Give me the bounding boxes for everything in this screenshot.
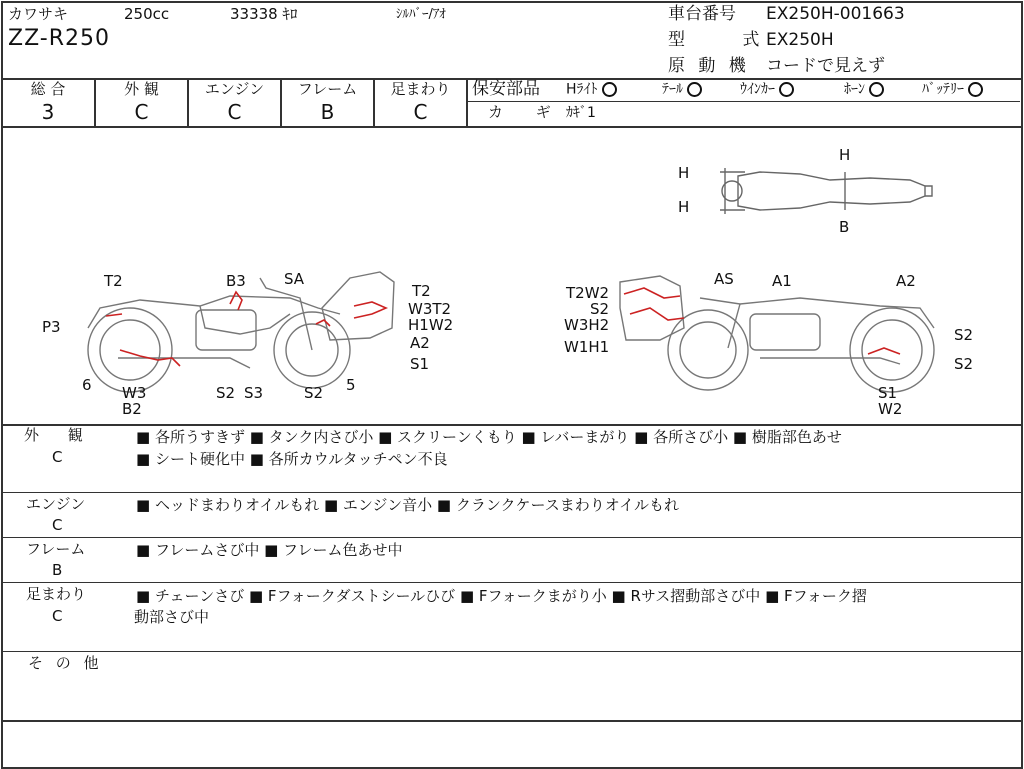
color: ｼﾙﾊﾞｰ/ｱｵ	[396, 7, 446, 22]
rating-suspension: C	[413, 100, 428, 124]
model-code: EX250H	[766, 30, 834, 50]
safety-battery: ﾊﾞｯﾃﾘｰ	[922, 82, 983, 97]
engine-label: 原 動 機	[668, 56, 750, 76]
rule	[468, 101, 1020, 102]
diagram-label: B3	[226, 272, 246, 290]
model-name: ZZ-R250	[8, 26, 110, 51]
rating-header-frame: フレーム	[297, 80, 358, 98]
note-line: ■ シート硬化中 ■ 各所カウルタッチペン不良	[136, 450, 448, 468]
diagram-label: 5	[346, 376, 356, 394]
rating-exterior: C	[134, 100, 149, 124]
diagram-label: B2	[122, 400, 142, 418]
diagram-label: W2	[878, 400, 903, 418]
note-grade-frame: B	[52, 561, 63, 579]
safety-tail: ﾃｰﾙ	[662, 82, 702, 97]
diagram-label: T2	[412, 282, 431, 300]
ok-mark-icon	[968, 82, 983, 97]
diagram-label: T2	[104, 272, 123, 290]
ok-mark-icon	[687, 82, 702, 97]
bike-top-view	[720, 168, 932, 214]
diagram-label: S1	[878, 384, 898, 402]
diagram-label: S2	[954, 326, 974, 344]
note-grade-suspension: C	[52, 607, 63, 625]
diagram-label: W3H2	[564, 316, 610, 334]
note-line: 動部さび中	[134, 608, 210, 626]
diagram-label: W1H1	[564, 338, 610, 356]
frame-no: EX250H-001663	[766, 4, 905, 24]
note-line: ■ フレームさび中 ■ フレーム色あせ中	[136, 541, 403, 559]
diagram-label: AS	[714, 270, 734, 288]
diagram-label: SA	[284, 270, 305, 288]
diagram-label: T2W2	[566, 284, 610, 302]
rule	[1, 537, 1021, 538]
safety-horn: ﾎｰﾝ	[844, 82, 884, 97]
rating-total: 3	[41, 100, 55, 124]
note-label-exterior: 外 観	[24, 426, 95, 444]
bike-left-view	[88, 272, 394, 392]
diagram-label: A2	[896, 272, 916, 290]
diagram-label: S2	[216, 384, 236, 402]
key-value: ｶｷﾞ1	[566, 105, 596, 121]
ok-mark-icon	[869, 82, 884, 97]
diagram-label: H1W2	[408, 316, 454, 334]
diagram-label: P3	[42, 318, 61, 336]
safety-winker: ｳｲﾝｶｰ	[740, 82, 794, 97]
key-label: カ ギ	[488, 103, 565, 121]
diagram-label: B	[839, 218, 850, 236]
note-line: ■ チェーンさび ■ Fフォークダストシールひび ■ Fフォークまがり小 ■ Rサス摺動部さび中 ■ Fフォーク摺	[136, 587, 867, 605]
diagram-label: S2	[954, 355, 974, 373]
frame-no-label: 車台番号	[668, 4, 736, 24]
rating-header-engine: エンジン	[204, 80, 265, 98]
diagram-label: A1	[772, 272, 792, 290]
rating-header-total: 総 合	[30, 80, 66, 98]
rule	[1, 720, 1021, 722]
diagram-label: W3	[122, 384, 147, 402]
bike-right-view	[620, 272, 934, 392]
displacement: 250cc	[124, 5, 170, 23]
engine-value: コードで見えず	[766, 56, 885, 76]
note-line: ■ 各所うすきず ■ タンク内さび小 ■ スクリーンくもり ■ レバーまがり ■ 各所さび小 ■ 樹脂部色あせ	[136, 428, 842, 446]
diagram-label: 6	[82, 376, 92, 394]
rating-frame: B	[320, 100, 335, 124]
diagram-label: H	[839, 146, 851, 164]
note-grade-engine: C	[52, 516, 63, 534]
diagram-label: S2	[590, 300, 610, 318]
damage-marks-right	[624, 288, 900, 354]
safety-headlight: Hﾗｲﾄ	[566, 82, 617, 97]
note-label-suspension: 足まわり	[26, 585, 87, 603]
note-grade-exterior: C	[52, 448, 63, 466]
rating-header-suspension: 足まわり	[390, 80, 451, 98]
diagram-label: A2	[410, 334, 430, 352]
ok-mark-icon	[779, 82, 794, 97]
diagram-label: S1	[410, 355, 430, 373]
ok-mark-icon	[602, 82, 617, 97]
diagram-label: S2	[304, 384, 324, 402]
diagram-label: W3T2	[408, 300, 452, 318]
diagram-label: H	[678, 164, 690, 182]
rating-engine: C	[227, 100, 242, 124]
rule	[1, 492, 1021, 493]
damage-diagram	[0, 128, 1020, 424]
rule	[1, 651, 1021, 652]
mileage: 33338 ｷﾛ	[230, 5, 298, 23]
note-label-frame: フレーム	[26, 540, 86, 558]
note-label-other: そ の 他	[28, 654, 103, 672]
rule	[466, 78, 468, 126]
safety-label: 保安部品	[472, 79, 540, 99]
maker: カワサキ	[8, 5, 69, 23]
note-line: ■ ヘッドまわりオイルもれ ■ エンジン音小 ■ クランクケースまわりオイルもれ	[136, 496, 680, 514]
model-code-label: 型 式	[668, 30, 786, 50]
note-label-engine: エンジン	[26, 495, 86, 513]
rating-header-exterior: 外 観	[124, 80, 159, 98]
diagram-label: H	[678, 198, 690, 216]
rule	[1, 582, 1021, 583]
diagram-label: S3	[244, 384, 264, 402]
